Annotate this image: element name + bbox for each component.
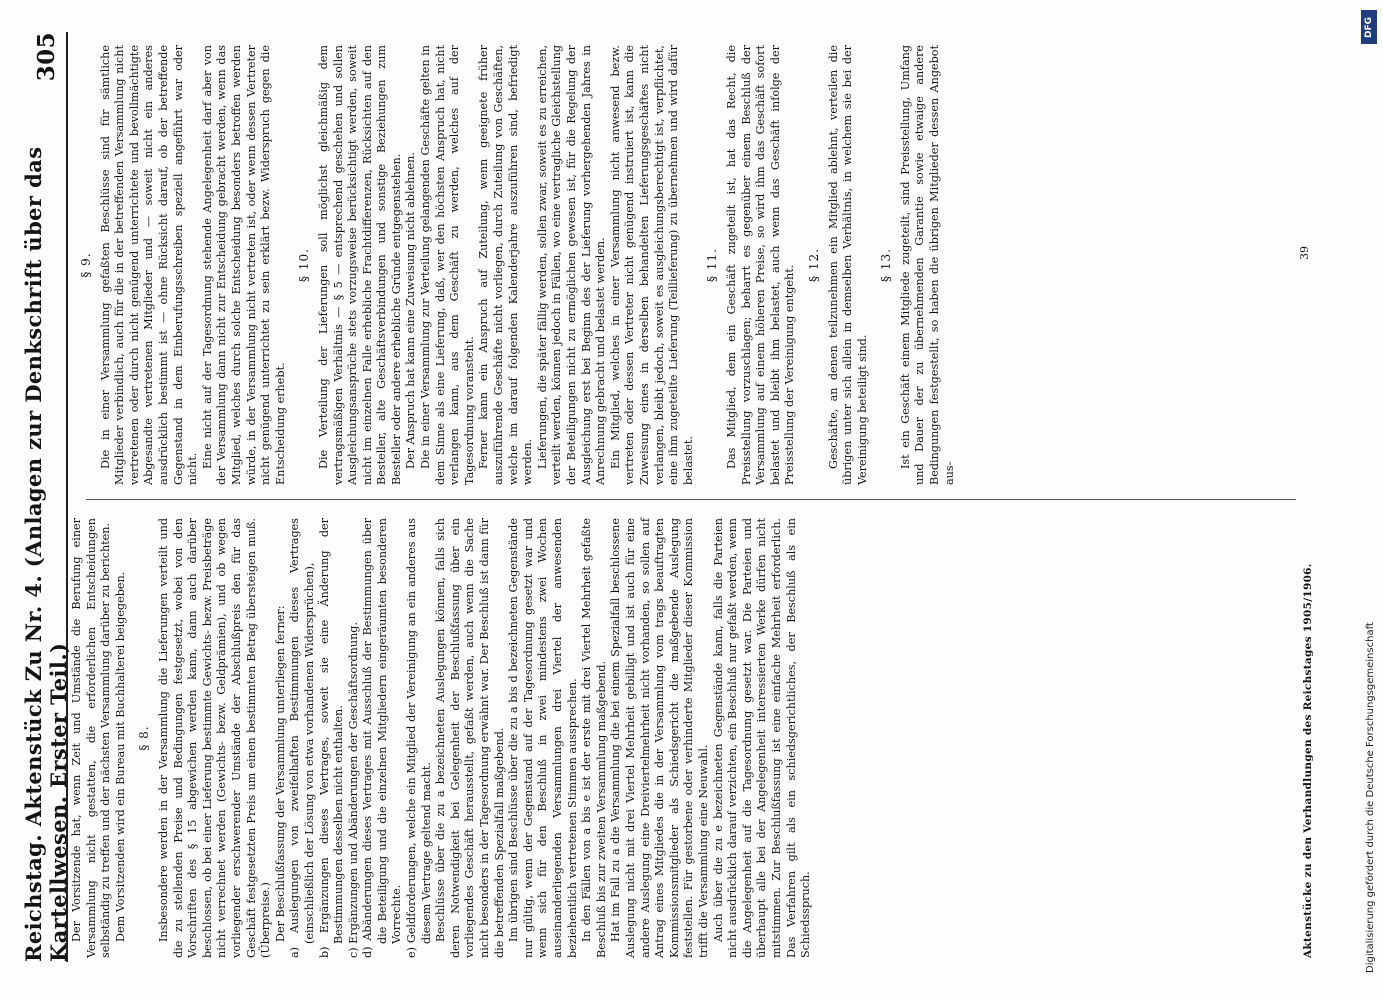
section-heading: § 8. — [137, 725, 152, 751]
paragraph: In den Fällen von a bis e ist der erste mit drei Viertel Mehrheit gefaßte Beschluß bis zur zweiten Versammlung maßgebend. — [580, 518, 608, 958]
section-heading: § 10. — [297, 248, 312, 282]
page-number: 305 — [32, 32, 60, 82]
paragraph: Im übrigen sind Beschlüsse über die zu a bis d bezeichneten Gegenstände nur gültig, wenn der Gegenstand auf der Tagesordnung gesetzt war und wenn sich für den Beschluß in zwei mindestens zwei Wochen auseinanderliegenden Versammlungen drei Viertel der anwesenden beziehentlich vertretenen Stimmen aussprechen. — [507, 518, 579, 958]
paragraph: Insbesondere werden in der Versammlung die Lieferungen verteilt und die zu stellenden Preise und Bedingungen festgesetzt, wobei von den Vorschriften des § 15 abgewichen werden kann, dann auch darüber beschlossen, ob bei einer Lieferung bestimmte Gewichts- bezw. Preisbeträge nicht verrechnet werden (Gewichts- bezw. Geldprämien), und ob wegen vorliegender erschwerender Umstände der Abschlußpreis den für das Geschäft festgesetzten Preis um einen bestimmten Betrag übersteigen muß. (Überpreise.) — [156, 518, 273, 958]
dfg-logo: DFG — [1361, 10, 1377, 44]
section-heading: § 11. — [705, 248, 720, 282]
paragraph: Die Verteilung der Lieferungen soll möglichst gleichmäßig dem vertragsmäßigen Verhältnis — § 5 — entsprechend geschehen und sollen Ausgleichungsansprüche stets vorzugsweise berücksichtigt werden, soweit nicht im einzelnen Falle erhebliche Frachtdifferenzen, Rücksichten auf den Besteller, alte Geschäftsverbindungen und sonstige Beziehungen zum Besteller oder andere erhebliche Gründe entgegenstehen. — [316, 45, 403, 485]
page-footer: Aktenstücke zu den Verhandlungen des Reichstages 1905/1906. — [1302, 563, 1314, 958]
signature-mark: 39 — [1298, 246, 1311, 260]
paragraph: Dem Vorsitzenden wird ein Bureau mit Buchhalterei beigegeben. — [113, 571, 127, 942]
digitization-notice: Digitalisierung gefördert durch die Deutsche Forschungsgemeinschaft — [1365, 622, 1376, 973]
right-column — [70, 45, 957, 485]
paragraph: Die in einer Versammlung zur Verteilung gelangenden Geschäfte gelten in dem Sinne als eine Lieferung, daß, wer den höchsten Anspruch hat, nicht verlangen kann, aus dem Geschäft zu werden, welches auf der Tagesordnung voransteht. — [419, 45, 476, 485]
paragraph: Lieferungen, die später fällig werden, sollen zwar, soweit es zu erreichen, verteilt werden, können jedoch in Fällen, wo eine vertragliche Gleichstellung der Beteiligungen nicht zu ermöglichen gewesen ist, für die Regelung der Ausgleichung erst bei Beginn des der Lieferung vorhergehenden Jahres in Anrechnung gebracht und belastet werden. — [535, 45, 608, 485]
paragraph: Das Mitglied, dem ein Geschäft zugeteilt ist, hat das Recht, die Preisstellung vorzuschlagen; beharrt es gegenüber einem Beschluß der Versammlung auf einem höheren Preise, so wird ihm das Geschäft sofort belastet und bleibt ihm belastet, auch wenn das Geschäft infolge der Preisstellung der Vereinigung entgeht. — [724, 45, 797, 485]
paragraph: Beschlüsse über die zu a bezeichneten Auslegungen können, falls sich deren Notwendigkeit bei Gelegenheit der Beschlußfassung über ein vorliegendes Geschäft herausstellt, gefaßt werden, auch wenn die Sache nicht besonders in der Tagesordnung erwähnt war. Der Beschluß ist dann für die betreffenden Spezialfall maßgebend. — [434, 518, 506, 958]
paragraph: Der Beschlußfassung der Versammlung unterliegen ferner: — [273, 605, 287, 942]
list-item: d) Abänderungen dieses Vertrages mit Ausschluß der Bestimmungen über die Beteiligung und die einzelnen Mitgliedern eingeräumten besonderen Vorrechte. — [361, 518, 404, 958]
list-item: b) Ergänzungen dieses Vertrages, soweit sie eine Änderung der Bestimmungen desselben nicht enthalten. — [317, 518, 346, 958]
paragraph: Der Anspruch hat kann eine Zuweisung nicht ablehnen. — [404, 152, 418, 469]
paragraph: Ein Mitglied, welches in einer Versammlung nicht anwesend bezw. vertreten oder dessen Vertreter nicht genügend instruiert ist, kann die Zuweisung eines in derselben behandelten Lieferungsgeschäftes nicht verlangen, bleibt jedoch, soweit es ausgleichungsberechtigt ist, verpflichtet, eine ihm zugeteilte Lieferung (Teillieferung) zu übernehmen und wird dafür belastet. — [608, 45, 695, 485]
section-heading: § 9. — [79, 252, 93, 278]
digitization-strip — [1358, 8, 1380, 993]
paragraph: Ist ein Geschäft einem Mitgliede zugeteilt, sind Preisstellung, Umfang und Dauer der zu übernehmenden Garantie sowie etwaige andere Bedingungen festgestellt, so haben die übrigen Mitglieder dessen Angebot aus- — [898, 45, 956, 485]
paragraph: Der Vorsitzende hat, wenn Zeit und Umstände die Berufung einer Versammlung nicht gestatten, die erforderlichen Entscheidungen selbständig zu treffen und der nächsten Versammlung darüber zu berichten. — [70, 518, 113, 958]
list-item: e) Geldforderungen, welche ein Mitglied der Vereinigung an ein anderes aus diesem Vertrage geltend macht. — [405, 518, 433, 958]
column-divider — [86, 499, 1296, 500]
paragraph: Die in einer Versammlung gefaßten Beschlüsse sind für sämtliche Mitglieder verbindlich, auch für die in der betreffenden Versammlung nicht vertretenen oder durch nicht genügend unterrichtete und bevollmächtigte Abgesandte vertretenen Mitglieder und — soweit nicht ein anderes ausdrücklich bestimmt ist — ohne Rücksicht darauf, ob der betreffende Gegenstand in dem Einberufungsschreiben speziell angeführt war oder nicht. — [98, 45, 200, 485]
section-heading: § 12. — [806, 248, 821, 282]
paragraph: Hat im Fall zu a die Versammlung die bei einem Spezialfall beschlossene Auslegung nicht mit drei Viertel Mehrheit gebilligt und ist auch für eine andere Auslegung eine Dreiviertelmehrheit nicht vorhanden, so sollen auf Antrag eines Mitgliedes die in der Versammlung vom trags beauftragten Kommissionsmitglieder als Schiedsgericht die maßgebende Auslegung feststellen. Für gestorbene oder verhinderte Mitglieder dieser Kommission trifft die Versammlung eine Neuwahl. — [609, 518, 710, 958]
paragraph: Auch über die zu e bezeichneten Gegenstände kann, falls die Parteien nicht ausdrücklich darauf verzichten, ein Beschluß nur gefaßt werden, wenn die Angelegenheit auf die Tagesordnung gesetzt war. Die Parteien und überhaupt alle bei der Angelegenheit interessierten Werke dürfen nicht mitstimmen. Zur Beschlußfassung ist eine einfache Mehrheit erforderlich. Das Verfahren gilt als ein schiedsgerichtliches, der Beschluß als ein Schiedsspruch. — [711, 518, 813, 958]
list-item: a) Auslegungen von zweifelhaften Bestimmungen dieses Vertrages (einschließlich der Lösung von etwa vorhandenen Widersprüchen), — [288, 518, 316, 958]
paragraph: Eine nicht auf der Tagesordnung stehende Angelegenheit darf aber von der Versammlung dann nicht zur Entscheidung gebracht werden, wenn das Mitglied, welches durch solche Entscheidung besonders betroffen werden würde, in der Versammlung nicht vertreten ist, oder wenn dessen Vertreter nicht genügend unterrichtet zu sein erklärt bezw. Widerspruch gegen die Entscheidung erhebt. — [200, 45, 287, 485]
paragraph: Geschäfte, an denen teilzunehmen ein Mitglied ablehnt, verteilen die übrigen unter sich allein in demselben Verhältnis, in welchem sie bei der Vereinigung beteiligt sind. — [826, 45, 869, 485]
page-header — [21, 32, 71, 962]
page-title: Reichstag. Aktenstück Zu Nr. 4. (Anlagen zur Denkschrift über das Kartellwesen. Erster Teil.) — [21, 146, 71, 962]
list-item: c) Ergänzungen und Abänderungen der Geschäftsordnung. — [346, 622, 360, 958]
paragraph: Ferner kann ein Anspruch auf Zuteilung, wenn geeignete früher auszuführende Geschäfte nicht vorliegen, durch Zuteilung von Geschäften, welche im darauf folgenden Kalenderjahre auszuführen sind, befriedigt werden. — [477, 45, 535, 485]
left-column — [70, 518, 814, 958]
section-heading: § 13. — [879, 248, 894, 282]
